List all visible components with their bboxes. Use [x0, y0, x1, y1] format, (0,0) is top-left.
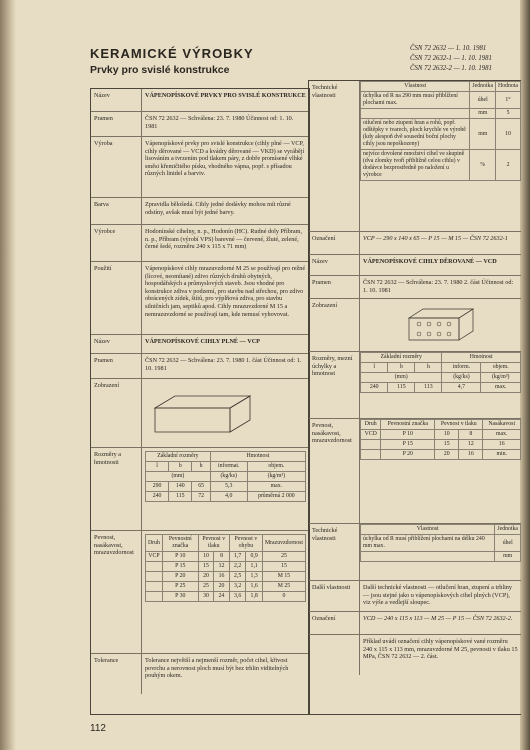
row-label: Rozměry, mezní úchylky a hmotnost — [309, 352, 360, 418]
cell: P 25 — [162, 582, 198, 592]
dimensions-table-vcd — [360, 352, 521, 393]
cell: 0,9 — [246, 552, 263, 562]
table-row — [361, 430, 521, 440]
table-row — [361, 552, 521, 562]
row-label: Použití — [91, 262, 142, 334]
cell: 140 — [169, 482, 192, 492]
table-header: Pevnostní značka — [162, 535, 198, 552]
cell: 16 — [214, 572, 230, 582]
cell: 65 — [192, 482, 210, 492]
row-figure-vcd — [309, 299, 521, 352]
table-row — [361, 92, 521, 109]
row-name — [91, 89, 309, 112]
col-b: b — [388, 363, 415, 373]
row-production — [91, 137, 309, 198]
row-designation-vcd — [309, 612, 521, 635]
unit-cell: (kg/ks) — [210, 472, 247, 482]
cell: 4,0 — [210, 492, 247, 502]
cell: 113 — [415, 383, 442, 393]
cell — [146, 572, 163, 582]
cell: VCP — [146, 552, 163, 562]
cell — [361, 109, 470, 119]
cell: 12 — [459, 440, 483, 450]
cell: P 15 — [162, 562, 198, 572]
cell: M 25 — [262, 582, 305, 592]
table-row — [361, 440, 521, 450]
cell: 2,2 — [229, 562, 246, 572]
row-text: Příklad uvádí označení cihly vápenopískové vané rozměru 240 x 115 x 113 mm, mrazuvzdorné M 25, pevnosti v tlaku 15 MPa, ČSN 72 2632 — 2. část. — [363, 638, 518, 661]
standard-3: ČSN 72 2632-2 — 1. 10. 1981 — [410, 65, 492, 72]
table-row — [146, 572, 306, 582]
row-label: Pevnost, nasákavost, mrazuvzdornost — [309, 419, 360, 523]
unit-cell: (kg/m³) — [481, 373, 521, 383]
tech-table-cell — [360, 81, 521, 231]
row-designation-vcp — [309, 232, 521, 255]
page-title: KERAMICKÉ VÝROBKY — [90, 46, 254, 61]
row-label: Název — [91, 89, 142, 111]
row-text: VCP — 290 x 140 x 65 — P 15 — M 15 — ČSN 72 2632-1 — [363, 235, 508, 242]
cell: max. — [247, 482, 305, 492]
table-row — [361, 535, 521, 552]
book-spine — [0, 0, 16, 750]
row-label: Název — [91, 335, 142, 353]
cell: úchylka od R musí přiblížení plochami na délku 240 mm max. — [361, 535, 495, 552]
row-source-vcd — [309, 276, 521, 299]
col-h: h — [192, 462, 210, 472]
cell: 290 — [146, 482, 169, 492]
table-row — [146, 582, 306, 592]
cell: 0 — [262, 592, 305, 602]
row-source-vcp — [91, 354, 309, 379]
cell: 2 — [496, 150, 521, 181]
right-column-table — [308, 80, 521, 715]
table-header: Hmotnost — [442, 353, 521, 363]
cell: 10 — [198, 552, 214, 562]
table-row — [361, 450, 521, 460]
unit-cell: (mm) — [361, 373, 442, 383]
cell: 16 — [459, 450, 483, 460]
cell: P 15 — [381, 440, 435, 450]
row-label: Barva — [91, 198, 142, 224]
table-header: Pevnost v tlaku — [198, 535, 229, 552]
cell: 5,3 — [210, 482, 247, 492]
row-color — [91, 198, 309, 225]
table-header: Hmotnost — [210, 452, 305, 462]
table-row — [146, 552, 306, 562]
row-name-vcd — [309, 255, 521, 276]
row-label: Pramen — [91, 112, 142, 136]
cell: 3,2 — [229, 582, 246, 592]
table-row — [361, 150, 521, 181]
cell: mm — [470, 119, 496, 150]
col-b: b — [169, 462, 192, 472]
figure-cell — [142, 379, 309, 447]
row-text: Další technické vlastnosti — otlučení hran, ztupení a trhliny — jsou stejné jako u vápenopískových cihel plných (VCP), viz výše a vedlejší sloupec. — [363, 584, 512, 607]
row-label: Výroba — [91, 137, 142, 197]
cell: 8 — [459, 430, 483, 440]
strength-table — [145, 534, 306, 602]
cell: 2,5 — [229, 572, 246, 582]
row-tech-props — [309, 81, 521, 232]
unit-cell: (mm) — [146, 472, 211, 482]
table-header: Vlastnost — [361, 82, 470, 92]
cell: 115 — [388, 383, 415, 393]
cell: 240 — [361, 383, 388, 393]
row-tolerance — [91, 654, 309, 694]
row-label: Označení — [309, 612, 360, 634]
cell: mm — [495, 552, 521, 562]
cell: 115 — [169, 492, 192, 502]
row-figure-vcp — [91, 379, 309, 448]
figure-cell — [360, 299, 521, 351]
cell: 24 — [214, 592, 230, 602]
cell: max. — [483, 430, 521, 440]
table-row — [146, 492, 306, 502]
cell — [146, 582, 163, 592]
standard-2: ČSN 72 2632-1 — 1. 10. 1981 — [410, 55, 492, 62]
row-label-empty — [309, 635, 360, 675]
row-label: Tolerance — [91, 654, 142, 694]
table-header: Pevnostní značka — [381, 420, 435, 430]
table-row — [361, 383, 521, 393]
table-row — [146, 482, 306, 492]
row-text: Tolerance největší a nejmenší rozměr, počet cihel, křivost povrchu a nerovnost ploch musí být bez trhlin viditelných pouhým okem. — [145, 657, 289, 680]
cell: 72 — [192, 492, 210, 502]
standard-1: ČSN 72 2632 — 1. 10. 1981 — [410, 45, 487, 52]
row-text: ČSN 72 2632 — Schválena: 23. 7. 1980 Účinnost od: 1. 10. 1981 — [145, 115, 294, 130]
table-header: Základní rozměry — [146, 452, 211, 462]
table-header: Jednotka — [495, 525, 521, 535]
tech-table-vcd — [360, 524, 521, 562]
unit-cell: (kg/m³) — [247, 472, 305, 482]
col-l: l — [361, 363, 388, 373]
cell: 3,6 — [229, 592, 246, 602]
row-text: ČSN 72 2632 — Schválena: 23. 7. 1980 1. část Účinnost od: 1. 10. 1981 — [145, 357, 302, 372]
table-row — [146, 562, 306, 572]
cell: 1,6 — [246, 582, 263, 592]
cell: mm — [470, 109, 496, 119]
page-number: 112 — [90, 723, 106, 734]
col-l: l — [146, 462, 169, 472]
table-header: Základní rozměry — [361, 353, 442, 363]
cell: M 15 — [262, 572, 305, 582]
cell: 15 — [262, 562, 305, 572]
cell: 1,3 — [246, 572, 263, 582]
cell: 20 — [435, 450, 459, 460]
row-label: Pramen — [309, 276, 360, 298]
row-label: Další vlastnosti — [309, 581, 360, 611]
row-label: Pevnost, nasákavost, mrazuvzdornost — [91, 531, 142, 653]
cell: 30 — [198, 592, 214, 602]
cell: VCD — [361, 430, 381, 440]
cell: 15 — [198, 562, 214, 572]
cell: 16 — [483, 440, 521, 450]
cell: 1,8 — [246, 592, 263, 602]
cell: 240 — [146, 492, 169, 502]
table-row — [146, 592, 306, 602]
cell — [361, 552, 495, 562]
table-header: Hodnota — [496, 82, 521, 92]
cell: 5 — [496, 109, 521, 119]
cell: úhel — [470, 92, 496, 109]
standards-block — [410, 44, 522, 74]
col-density: objem. — [481, 363, 521, 373]
cell: 20 — [198, 572, 214, 582]
table-row — [361, 109, 521, 119]
row-text: VÁPENOPÍSKOVÉ CIHLY PLNÉ — VCP — [145, 338, 260, 345]
row-text: ČSN 72 2632 — Schválena: 23. 7. 1980 2. část Účinnost od: 1. 10. 1981 — [363, 279, 514, 294]
row-source — [91, 112, 309, 137]
col-weight: informat. — [210, 462, 247, 472]
cell: úhel — [495, 535, 521, 552]
dimensions-table — [145, 451, 306, 502]
table-header: Vlastnost — [361, 525, 495, 535]
cell: max. — [481, 383, 521, 393]
cell: 1° — [496, 92, 521, 109]
cell: P 10 — [162, 552, 198, 562]
row-label: Rozměry a hmotnosti — [91, 448, 142, 530]
table-header: Nasákavost — [483, 420, 521, 430]
cell: P 10 — [381, 430, 435, 440]
cell: min. — [483, 450, 521, 460]
col-density: objem. — [247, 462, 305, 472]
cell: 8 — [214, 552, 230, 562]
row-tech-vcd — [309, 524, 521, 581]
page-subtitle: Prvky pro svislé konstrukce — [90, 64, 230, 76]
row-text: Vápenopískové prvky pro svislé konstrukce (cihly plné — VCP, cihly děrované — VCD a kvádry děrované — VKD) se vyrábějí lisováním a tvrzením pod tlakem páry, z dobře promísené vlhké směsi křemičitého písku, vhodného vápna, popř. s přísadou různých linidel a barviv. — [145, 140, 305, 178]
row-usage — [91, 262, 309, 335]
cell — [361, 440, 381, 450]
row-manufacturer — [91, 225, 309, 262]
perforated-brick-illustration — [401, 304, 481, 344]
col-h: h — [415, 363, 442, 373]
solid-brick-illustration — [145, 388, 265, 438]
row-dimensions-vcd — [309, 352, 521, 419]
cell: 1,7 — [229, 552, 246, 562]
row-other-props — [309, 581, 521, 612]
dimensions-table-cell — [142, 448, 309, 530]
table-header: Druh — [146, 535, 163, 552]
cell: 12 — [214, 562, 230, 572]
tech-table-cell — [360, 524, 521, 580]
row-text: VÁPENOPÍSKOVÉ PRVKY PRO SVISLÉ KONSTRUKCE — [145, 92, 306, 99]
cell: 1,1 — [246, 562, 263, 572]
row-label: Zobrazení — [309, 299, 360, 351]
cell: P 30 — [162, 592, 198, 602]
row-text: VCD — 240 x 115 x 113 — M 25 — P 15 — ČSN 72 2632-2. — [363, 615, 513, 622]
cell: 4,7 — [442, 383, 481, 393]
strength-table-cell — [360, 419, 521, 523]
cell: 10 — [496, 119, 521, 150]
cell: průměrná 2 000 — [247, 492, 305, 502]
unit-cell: (kg/ks) — [442, 373, 481, 383]
table-header: Druh — [361, 420, 381, 430]
row-text: Zpravidla bělošedá. Cihly jedné dodávky mohou mít různé odstíny, avšak musí být jedné barvy. — [145, 201, 291, 216]
cell: otlučení nebo ztupení hran a rohů, popř. odštěpky v tvarech, ploch krychle ve výrobě (kdy alespoň dvě sousední boční plochy cihly jsou nepoškozeny) — [361, 119, 470, 150]
row-label: Zobrazení — [91, 379, 142, 447]
dimensions-table-cell — [360, 352, 521, 418]
row-label: Výrobce — [91, 225, 142, 261]
tech-props-table — [360, 81, 521, 181]
cell — [146, 592, 163, 602]
cell: 20 — [214, 582, 230, 592]
cell: nejvíce dovolené množství cihel ve skupině (dva zlomky tvoří přibližně celou cihlu) v dodávce bezprostředně po naložení u výrobce — [361, 150, 470, 181]
table-header: Pevnost v tlaku — [435, 420, 483, 430]
row-dimensions-vcp — [91, 448, 309, 531]
row-text: Hodonínské cihelny, n. p., Hodonín (HC). Rudné doly Příbram, n. p., Příbram (výrobí VPS) barevné — červené, žluté, zelené, černé šedé, rozměru 240 x 115 x 71 mm) — [145, 228, 303, 251]
cell: P 20 — [162, 572, 198, 582]
strength-table-vcd — [360, 419, 521, 460]
row-label: Název — [309, 255, 360, 275]
col-weight: inform. — [442, 363, 481, 373]
strength-table-cell — [142, 531, 309, 653]
row-name-vcp — [91, 335, 309, 354]
left-column-table — [90, 88, 310, 715]
table-row — [361, 119, 521, 150]
cell — [146, 562, 163, 572]
cell: 25 — [198, 582, 214, 592]
row-label: Technické vlastnosti — [309, 524, 360, 580]
table-header: Jednotka — [470, 82, 496, 92]
page-edge — [520, 0, 530, 750]
row-label: Pramen — [91, 354, 142, 378]
table-header: Mrazuvzdornost — [262, 535, 305, 552]
cell: 15 — [435, 440, 459, 450]
row-strength-vcp — [91, 531, 309, 654]
cell: úchylka od R na 290 mm musí přiblížení plochami max. — [361, 92, 470, 109]
row-text: VÁPENOPÍSKOVÉ CIHLY DĚROVANÉ — VCD — [363, 258, 497, 265]
cell — [361, 450, 381, 460]
row-text: Vápenopískové cihly mrazuvzdorné M 25 se používají pro režné (lícové, neomítané) zdivo různých druhů obytných, hospodářských a průmyslových staveb. Jsou vhodné pro konstrukce zdiva v podzemí, pro stavbu nad střechou, pro zdivo obrácených zídek, štítů, pro výplňová zdiva, pro stavbu silničních jam, septiků apod. Cihly mrazuvzdorné M 15 a nemrazuvzdorné se používají tam, kde nemusí vyhovovat. — [145, 265, 306, 318]
cell: 25 — [262, 552, 305, 562]
cell: 10 — [435, 430, 459, 440]
cell: % — [470, 150, 496, 181]
row-label: Označení — [309, 232, 360, 254]
row-example — [309, 635, 521, 675]
cell: P 20 — [381, 450, 435, 460]
row-strength-vcd — [309, 419, 521, 524]
table-header: Pevnost v ohybu — [229, 535, 262, 552]
row-label: Technické vlastnosti — [309, 81, 360, 231]
